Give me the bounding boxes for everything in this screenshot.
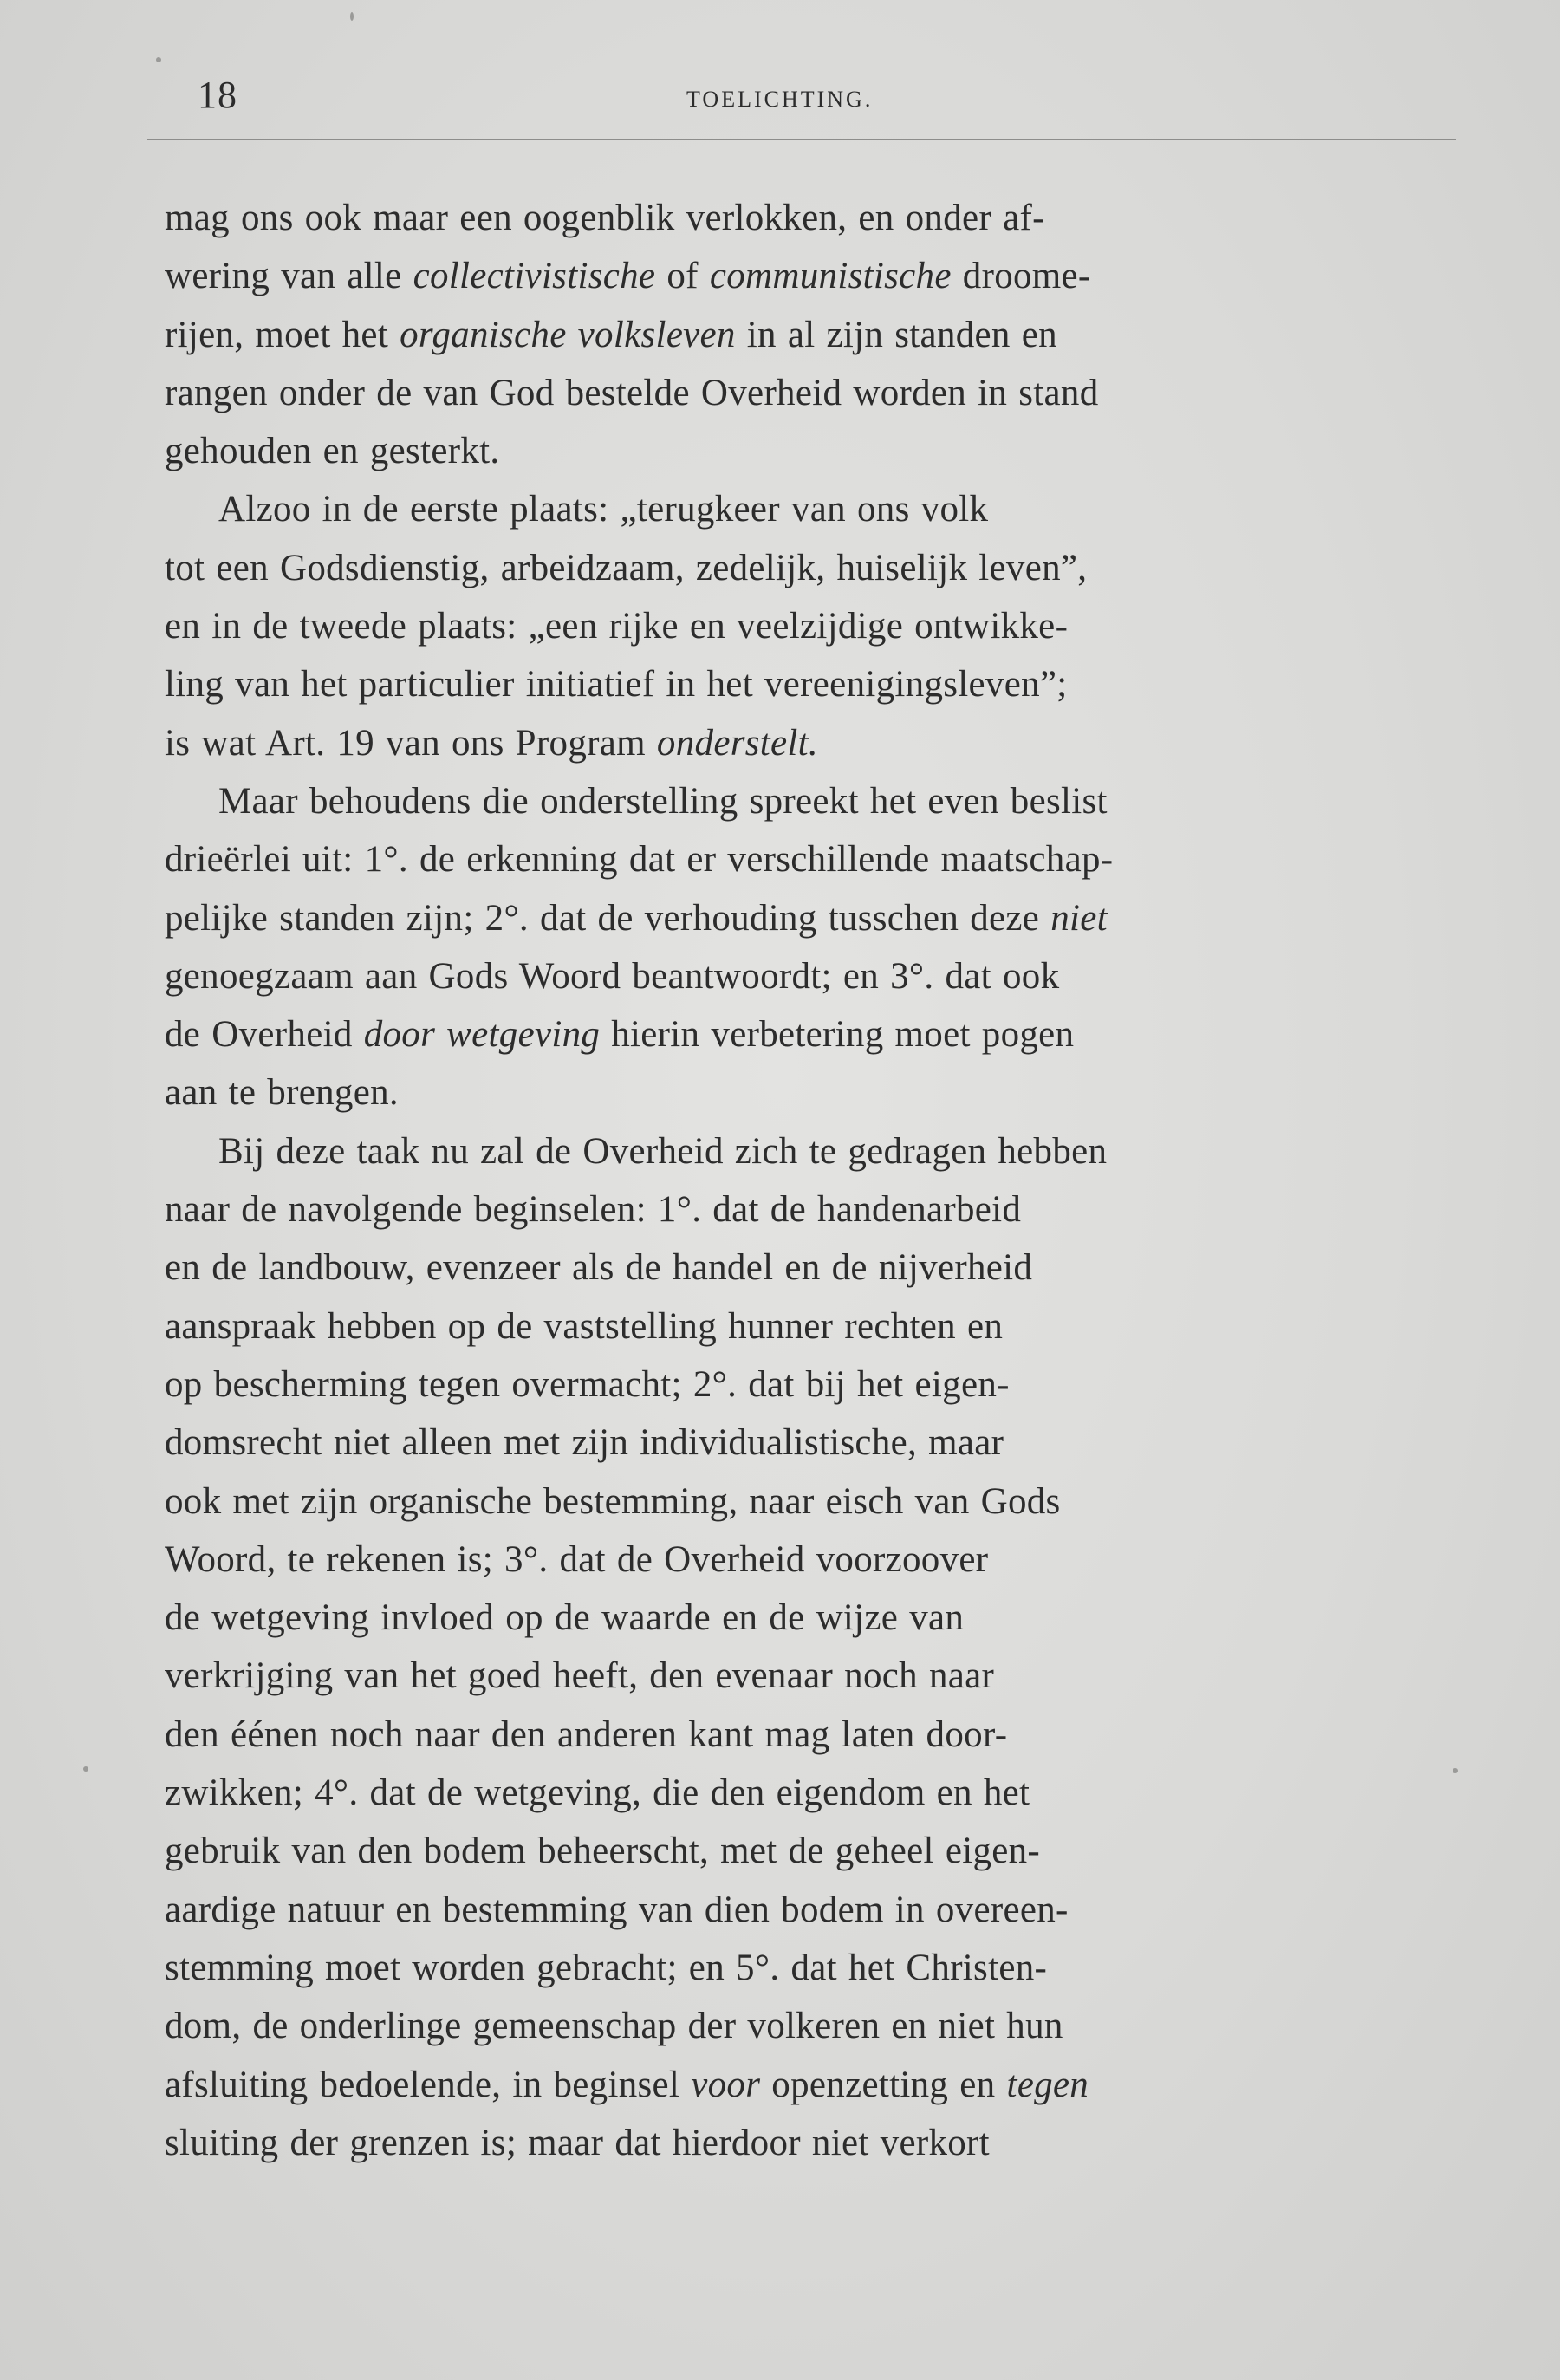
text-line [165,655,1423,713]
text-line [165,1939,1423,1997]
text-segment: aardige natuur en bestemming van dien bodem in overeen- [165,1889,1069,1930]
italic-text: organische volksleven [400,314,736,355]
text-line [165,189,1423,247]
text-segment: genoegzaam aan Gods Woord beantwoordt; en 3°. dat ook [165,955,1060,997]
text-segment: sluiting der grenzen is; maar dat hierdoor niet verkort [165,2122,990,2163]
text-segment: Bij deze taak nu zal de Overheid zich te gedragen hebben [218,1130,1108,1172]
text-segment: Maar behoudens die onderstelling spreekt het even beslist [218,780,1108,822]
text-segment: openzetting en [760,2064,1007,2105]
text-segment: stemming moet worden gebracht; en 5°. dat het Christen- [165,1947,1048,1988]
text-segment: aanspraak hebben op de vaststelling hunner rechten en [165,1305,1004,1347]
text-line [165,1414,1423,1472]
text-line [165,1122,1423,1180]
text-segment: rangen onder de van God bestelde Overheid worden in stand [165,372,1099,413]
text-line [165,1297,1423,1356]
text-line [165,364,1423,422]
text-line [165,2114,1423,2172]
text-segment: in al zijn standen en [735,314,1057,355]
text-line [165,1706,1423,1764]
text-segment: rijen, moet het [165,314,400,355]
text-segment: op bescherming tegen overmacht; 2°. dat bij het eigen- [165,1363,1010,1405]
italic-text: tegen [1006,2064,1089,2105]
header-rule [147,139,1456,140]
text-line [165,772,1423,830]
text-segment: Woord, te rekenen is; 3°. dat de Overheid voorzoover [165,1538,989,1580]
text-segment: pelijke standen zijn; 2°. dat de verhouding tusschen deze [165,897,1051,939]
text-segment: tot een Godsdienstig, arbeidzaam, zedelijk, huiselijk leven”, [165,547,1088,588]
text-line [165,1005,1423,1063]
running-head: TOELICHTING. [686,87,874,112]
text-line [165,1997,1423,2055]
text-line [165,714,1423,772]
text-line [165,1473,1423,1531]
text-line [165,830,1423,888]
text-segment: zwikken; 4°. dat de wetgeving, die den eigendom en het [165,1772,1030,1814]
text-line [165,1063,1423,1122]
text-segment: en in de tweede plaats: „een rijke en veelzijdige ontwikke- [165,606,1069,647]
text-segment: de Overheid [165,1014,364,1056]
text-segment: dom, de onderlinge gemeenschap der volkeren en niet hun [165,2006,1063,2047]
text-segment: de wetgeving invloed op de waarde en de wijze van [165,1597,965,1639]
text-line [165,1764,1423,1822]
italic-text: voor [691,2064,761,2105]
paper-speck [1453,1768,1458,1773]
page-number: 18 [198,74,237,116]
text-line [165,480,1423,538]
text-segment: den éénen noch naar den anderen kant mag laten door- [165,1713,1008,1755]
text-line [165,1881,1423,1939]
text-line [165,1180,1423,1239]
text-segment: drieërlei uit: 1°. de erkenning dat er verschillende maatschap- [165,839,1114,881]
italic-text: door wetgeving [363,1014,601,1056]
paper-speck [350,12,354,21]
text-line [165,889,1423,947]
text-line [165,306,1423,364]
text-segment: verkrijging van het goed heeft, den evenaar noch naar [165,1655,995,1697]
text-segment: gehouden en gesterkt. [165,431,500,472]
text-segment: aan te brengen. [165,1072,399,1114]
italic-text: collectivistische [413,256,656,297]
text-segment: ling van het particulier initiatief in het vereenigingsleven”; [165,664,1068,706]
paper-speck [83,1766,88,1772]
text-line [165,1239,1423,1297]
text-line [165,597,1423,655]
text-segment: gebruik van den bodem beheerscht, met de geheel eigen- [165,1831,1041,1872]
text-segment: wering van alle [165,256,413,297]
text-segment: afsluiting bedoelende, in beginsel [165,2064,692,2105]
text-segment: droome- [951,256,1091,297]
paper-speck [156,57,161,62]
text-line [165,1356,1423,1414]
text-segment: Alzoo in de eerste plaats: „terugkeer van ons volk [218,489,989,530]
text-segment: hierin verbetering moet pogen [600,1014,1075,1056]
text-line [165,947,1423,1005]
body-text [165,189,1423,2172]
text-line [165,247,1423,305]
text-line [165,422,1423,480]
text-line [165,1589,1423,1647]
text-segment: ook met zijn organische bestemming, naar eisch van Gods [165,1480,1061,1522]
text-line [165,1531,1423,1589]
text-line [165,1647,1423,1705]
text-line [165,539,1423,597]
italic-text: niet [1050,897,1108,939]
italic-text: onderstelt. [656,722,818,764]
text-segment: is wat Art. 19 van ons Program [165,722,657,764]
text-segment: en de landbouw, evenzeer als de handel en de nijverheid [165,1247,1033,1289]
italic-text: communistische [709,256,952,297]
text-line [165,2056,1423,2114]
text-segment: naar de navolgende beginselen: 1°. dat de handenarbeid [165,1189,1022,1231]
text-segment: domsrecht niet alleen met zijn individualistische, maar [165,1422,1004,1464]
page-header [147,73,1456,125]
text-segment: mag ons ook maar een oogenblik verlokken, en onder af- [165,198,1045,238]
text-line [165,1822,1423,1880]
text-segment: of [655,256,710,297]
